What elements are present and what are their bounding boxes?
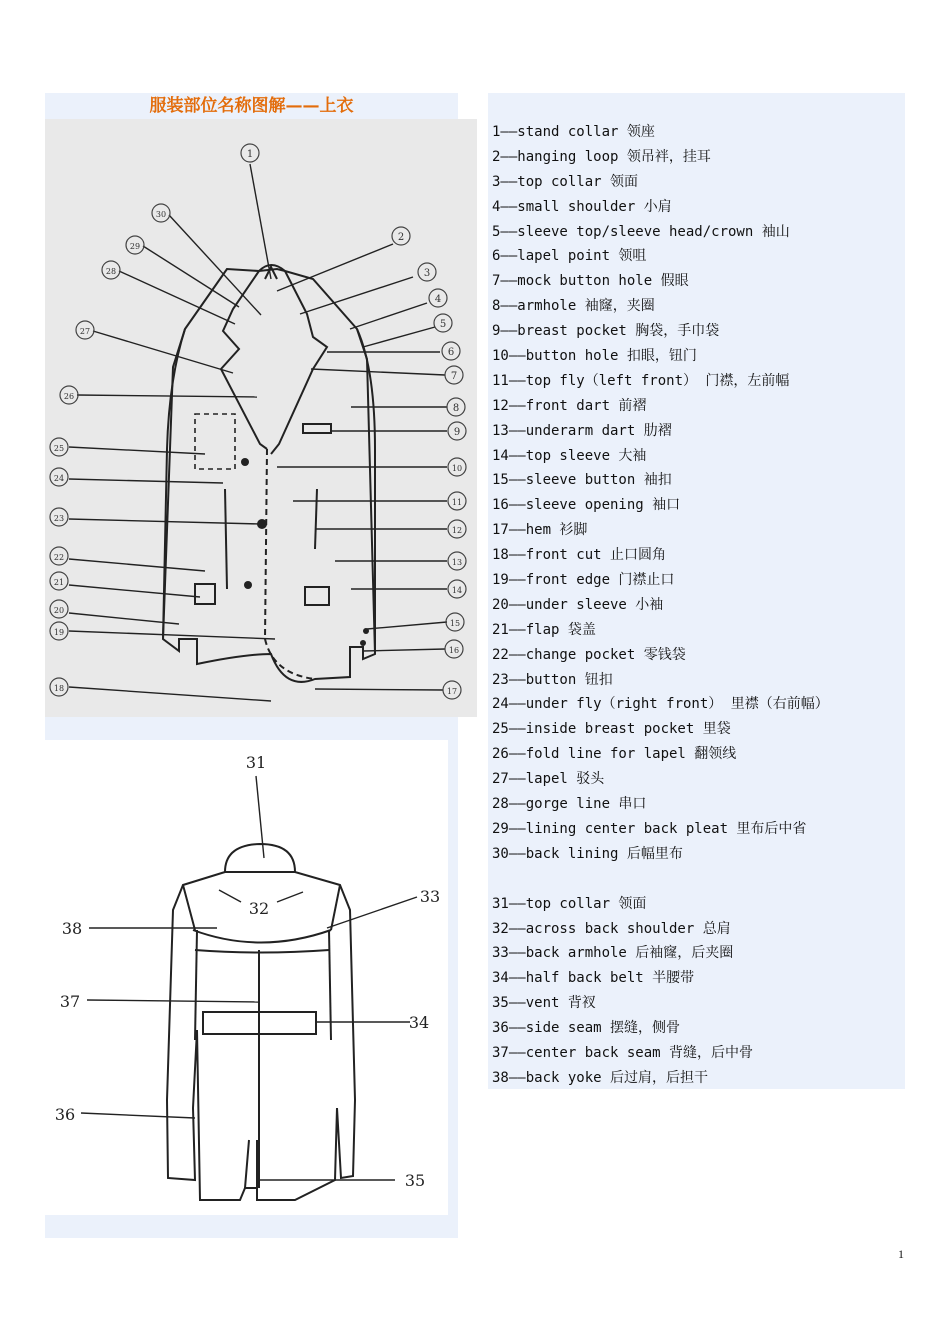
label-23: 23	[53, 514, 65, 523]
term-item: 19——front edge 门襟止口	[492, 572, 675, 589]
label-37: 37	[59, 992, 81, 1011]
label-29: 29	[129, 242, 141, 251]
label-35: 35	[404, 1171, 426, 1190]
leader-17	[315, 689, 443, 690]
term-item: 24——under fly（right front） 里襟（右前幅）	[492, 696, 829, 713]
term-item: 17——hem 衫脚	[492, 522, 588, 539]
list-spacer	[492, 867, 902, 892]
label-28: 28	[105, 267, 117, 276]
page-number: 1	[898, 1247, 904, 1261]
leader-18	[69, 687, 271, 701]
label-6: 6	[447, 347, 455, 358]
term-item: 37——center back seam 背缝，后中骨	[492, 1044, 754, 1061]
label-17: 17	[446, 687, 458, 696]
term-item: 6——lapel point 领咀	[492, 248, 647, 265]
label-31: 31	[245, 753, 267, 772]
leader-22	[69, 559, 205, 571]
jacket-outline	[163, 269, 375, 682]
side-dart	[225, 489, 227, 589]
leader-25	[69, 447, 205, 454]
label-30: 30	[155, 210, 167, 219]
term-item: 26——fold line for lapel 翻领线	[492, 746, 737, 763]
term-item: 5——sleeve top/sleeve head/crown 袖山	[492, 223, 790, 240]
label-2: 2	[397, 232, 405, 243]
term-item: 14——top sleeve 大袖	[492, 447, 647, 464]
leader-37	[87, 1000, 259, 1002]
right-lapel	[271, 271, 327, 454]
leader-27	[93, 331, 233, 373]
label-15: 15	[449, 619, 461, 628]
left-sleeve	[163, 329, 185, 639]
front-jacket-svg	[45, 119, 477, 717]
leader-4	[350, 303, 427, 329]
leader-32b	[277, 892, 303, 902]
leader-28	[119, 271, 235, 324]
leader-1	[250, 164, 271, 279]
label-12: 12	[451, 526, 463, 535]
term-item: 2——hanging loop 领吊袢，挂耳	[492, 148, 711, 165]
leader-2	[277, 244, 393, 291]
shoulder-line-left	[183, 885, 195, 930]
term-item: 20——under sleeve 小袖	[492, 596, 664, 613]
inside-pocket	[195, 414, 235, 469]
term-item: 30——back lining 后幅里布	[492, 845, 683, 862]
label-3: 3	[423, 268, 431, 279]
label-33: 33	[419, 887, 441, 906]
term-list	[492, 120, 902, 1091]
term-item: 32——across back shoulder 总肩	[492, 920, 731, 937]
leader-32a	[219, 890, 241, 902]
leader-31	[256, 776, 264, 858]
leader-7	[311, 369, 445, 375]
label-27: 27	[79, 327, 91, 336]
front-edge-stitch	[265, 449, 315, 679]
collar	[259, 265, 285, 279]
label-10: 10	[451, 464, 463, 473]
left-lapel	[221, 271, 267, 449]
left-flap	[195, 584, 215, 604]
label-5: 5	[439, 319, 447, 330]
back-jacket-diagram	[45, 740, 448, 1215]
yoke-line	[193, 930, 331, 943]
page-title: 服装部位名称图解——上衣	[149, 96, 354, 116]
term-item: 1——stand collar 领座	[492, 124, 655, 140]
leader-36	[81, 1113, 195, 1118]
label-4: 4	[434, 294, 442, 305]
label-32: 32	[248, 899, 270, 918]
term-item: 16——sleeve opening 袖口	[492, 497, 681, 514]
leader-24	[69, 479, 223, 483]
term-item: 29——lining center back pleat 里布后中省	[492, 820, 807, 837]
label-24: 24	[53, 474, 65, 483]
right-flap	[305, 587, 329, 605]
term-item: 31——top collar 领面	[492, 895, 647, 912]
label-1: 1	[246, 149, 254, 160]
term-item: 36——side seam 摆缝，侧骨	[492, 1020, 681, 1037]
label-11: 11	[451, 498, 463, 507]
term-item: 12——front dart 前褶	[492, 397, 647, 414]
label-7: 7	[450, 371, 458, 382]
label-26: 26	[63, 392, 75, 401]
leader-29	[143, 246, 239, 307]
label-13: 13	[451, 558, 463, 567]
term-item: 28——gorge line 串口	[492, 796, 647, 813]
term-item: 10——button hole 扣眼，钮门	[492, 348, 697, 365]
button-top	[241, 458, 249, 466]
term-item: 38——back yoke 后过肩，后担干	[492, 1069, 709, 1086]
vent	[245, 1140, 257, 1188]
label-18: 18	[53, 684, 65, 693]
left-armhole	[195, 930, 197, 1040]
label-34: 34	[408, 1013, 430, 1032]
term-item: 11——top fly（left front） 门襟，左前幅	[492, 372, 790, 389]
term-item: 22——change pocket 零钱袋	[492, 646, 686, 663]
yoke-bottom	[195, 950, 329, 953]
leader-21	[69, 585, 200, 597]
button-low	[244, 581, 252, 589]
label-21: 21	[53, 578, 65, 587]
term-item: 4——small shoulder 小肩	[492, 198, 672, 215]
sleeve-button-2	[360, 640, 366, 646]
label-16: 16	[448, 646, 460, 655]
term-item: 8——armhole 袖窿，夹圈	[492, 298, 655, 315]
front-jacket-diagram	[45, 119, 477, 717]
label-8: 8	[452, 403, 460, 414]
label-14: 14	[451, 586, 463, 595]
term-item: 9——breast pocket 胸袋，手巾袋	[492, 323, 720, 340]
label-25: 25	[53, 444, 65, 453]
leader-33	[327, 897, 417, 928]
term-item: 27——lapel 驳头	[492, 771, 605, 788]
term-item: 33——back armhole 后袖窿，后夹圈	[492, 945, 734, 962]
right-armhole	[329, 930, 331, 1040]
label-20: 20	[53, 606, 65, 615]
term-item: 25——inside breast pocket 里袋	[492, 721, 731, 738]
term-item: 23——button 钮扣	[492, 671, 613, 688]
label-36: 36	[54, 1105, 76, 1124]
label-38: 38	[61, 919, 83, 938]
term-item: 34——half back belt 半腰带	[492, 970, 695, 987]
right-sleeve	[357, 329, 375, 654]
term-item: 35——vent 背衩	[492, 995, 596, 1012]
leader-26	[77, 395, 257, 397]
leader-19	[69, 631, 275, 639]
term-item: 7——mock button hole 假眼	[492, 273, 689, 290]
term-item: 21——flap 袋盖	[492, 621, 596, 638]
leader-5	[363, 327, 435, 347]
label-22: 22	[53, 553, 65, 562]
back-collar	[225, 844, 295, 872]
leader-15	[367, 622, 447, 629]
term-item: 18——front cut 止口圆角	[492, 547, 667, 564]
label-9: 9	[453, 427, 461, 438]
front-dart	[315, 489, 317, 549]
term-item: 13——underarm dart 肋褶	[492, 422, 672, 439]
label-19: 19	[53, 628, 65, 637]
term-item: 15——sleeve button 袖扣	[492, 472, 672, 489]
term-item: 3——top collar 领面	[492, 173, 639, 190]
back-jacket-svg	[45, 740, 448, 1215]
breast-pocket	[303, 424, 331, 433]
